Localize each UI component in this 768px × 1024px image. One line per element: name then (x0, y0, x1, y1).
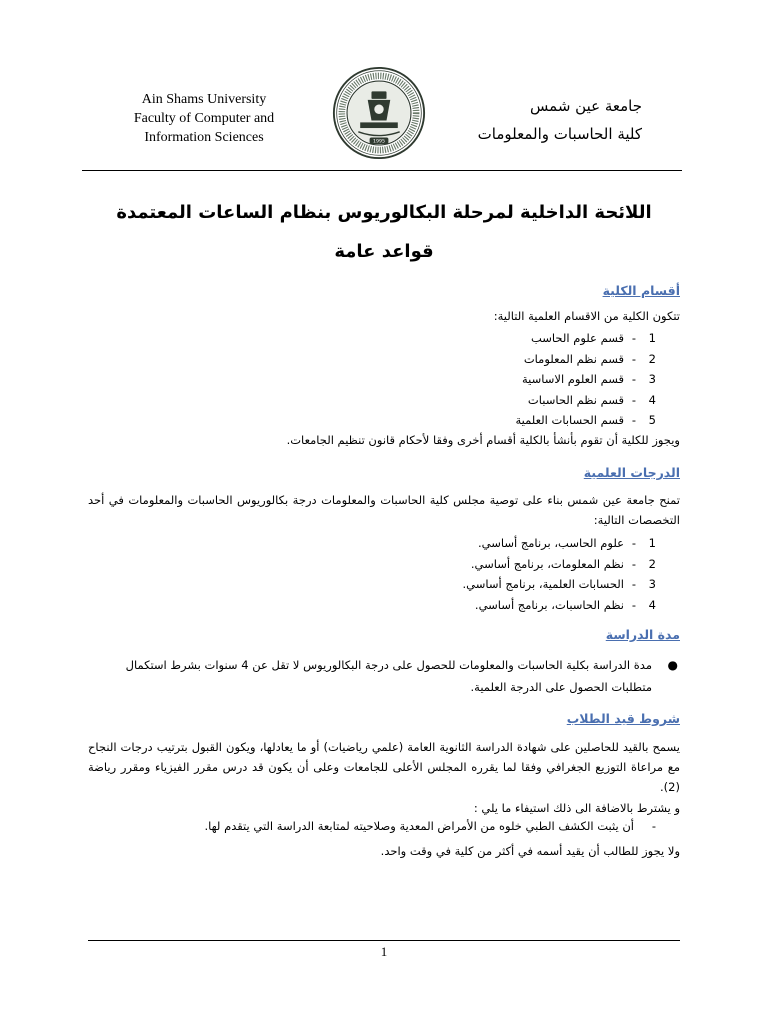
header-divider (82, 170, 682, 171)
departments-intro: تتكون الكلية من الاقسام العلمية التالية: (493, 309, 680, 323)
admission-dash-text: أن يثبت الكشف الطبي خلوه من الأمراض المعدية وصلاحيته لمتابعة الدراسة التي يتقدم لها. (204, 819, 634, 833)
departments-footer: ويجوز للكلية أن تقوم بأنشأ بالكلية أقسام أخرى وفقا لأحكام قانون تنظيم الجامعات. (286, 433, 680, 447)
document-title: اللائحة الداخلية لمرحلة البكالوريوس بنظام الساعات المعتمدة (116, 202, 652, 223)
faculty-seal-logo (332, 66, 426, 160)
admission-para-2: و يشترط بالاضافة الى ذلك استيفاء ما يلي : (473, 801, 680, 815)
faculty-name-ar: كلية الحاسبات والمعلومات (477, 125, 642, 143)
footer-divider (88, 940, 680, 941)
page-number: 1 (380, 944, 388, 959)
seal-year: 1995 (373, 139, 385, 145)
header-english (118, 90, 290, 147)
document-subtitle: قواعد عامة (334, 241, 434, 262)
section-heading-departments: أقسام الكلية (602, 283, 680, 298)
list-item: 4-نظم الحاسبات، برنامج أساسي. (474, 597, 656, 612)
degrees-list (463, 533, 656, 615)
university-name-ar: جامعة عين شمس (530, 97, 642, 115)
admission-para-3: ولا يجوز للطالب أن يقيد أسمه في أكثر من كلية في وقت واحد. (380, 844, 680, 858)
duration-text: مدة الدراسة بكلية الحاسبات والمعلومات للحصول على درجة البكالوريوس لا تقل عن 4 سنوات بشرط استكمال متطلبات الحصول على الدرجة العلمية. (125, 658, 652, 694)
duration-bullet (112, 654, 680, 698)
section-heading-admission: شروط قيد الطلاب (566, 711, 680, 726)
section-heading-degrees: الدرجات العلمية (583, 465, 680, 480)
list-item: 2-نظم المعلومات، برنامج أساسي. (470, 556, 656, 571)
list-item: 3-قسم العلوم الاساسية (521, 372, 656, 386)
departments-list (516, 328, 656, 431)
list-item: 1-علوم الحاسب، برنامج أساسي. (477, 536, 656, 550)
university-name-en: Ain Shams University (141, 92, 267, 107)
section-heading-duration: مدة الدراسة (605, 627, 680, 642)
dash-marker: - (651, 819, 656, 833)
list-item: 1-قسم علوم الحاسب (530, 331, 656, 345)
list-item: 2-قسم نظم المعلومات (523, 351, 656, 366)
degrees-intro: تمنح جامعة عين شمس بناء على توصية مجلس كلية الحاسبات والمعلومات درجة بكالوريوس الحاسبات والمعلومات في أحد التخصصات التالية: (88, 493, 680, 527)
faculty-name-en-line1: Faculty of Computer and (133, 111, 275, 126)
list-item: 5-قسم الحسابات العلمية (515, 413, 656, 427)
admission-para-1: يسمح بالقيد للحاصلين على شهادة الدراسة الثانوية العامة (علمي رياضيات) أو ما يعادلها، ويكون القبول بترتيب درجات النجاح مع مراعاة التوزيع الجغرافي وفقا لما يقرره المجلس الأعلى للجامعات وعلى أن يكون قد درس مقرر الفيزياء ومقرر رياضة (2). (88, 740, 680, 794)
list-item: 4-قسم نظم الحاسبات (527, 392, 656, 407)
list-item: 3-الحسابات العلمية، برنامج أساسي. (462, 577, 656, 591)
bullet-icon: ● (667, 658, 678, 672)
header-arabic (442, 92, 642, 148)
faculty-name-en-line2: Information Sciences (144, 130, 264, 145)
admission-dash-item (204, 819, 656, 833)
